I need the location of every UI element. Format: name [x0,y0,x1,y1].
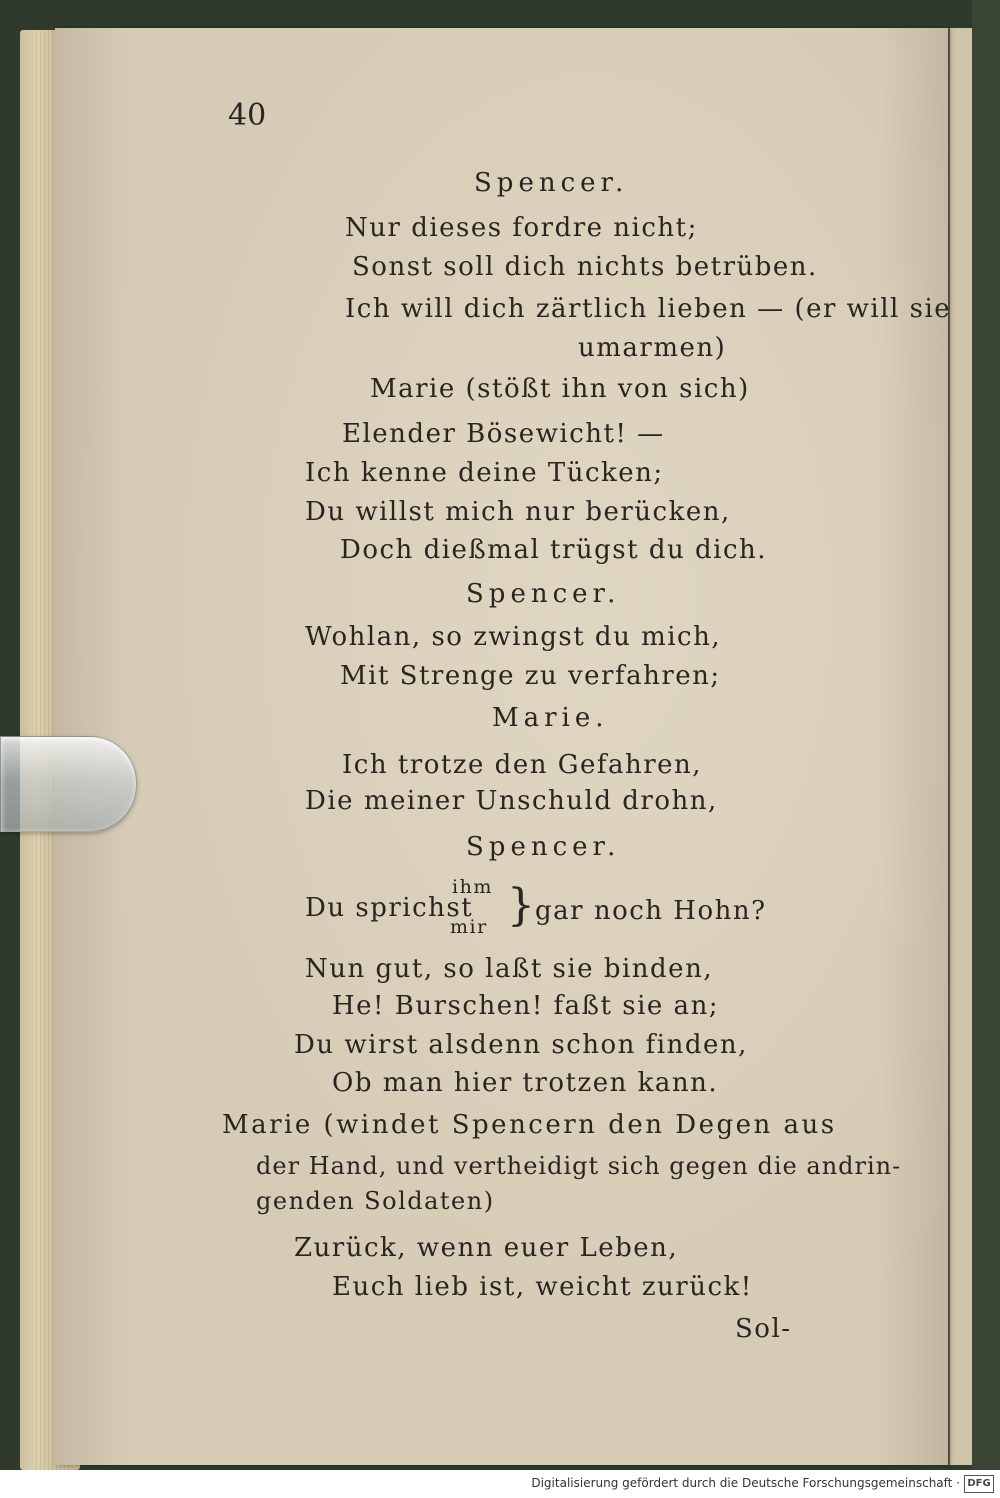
dfg-logo: DFG [964,1475,994,1493]
verse-line: gar noch Hohn? [535,896,767,926]
speaker-heading: Spencer. [474,168,629,198]
verse-line: Du willst mich nur berücken, [305,497,731,527]
page-number: 40 [228,98,267,133]
stage-direction: Marie (stößt ihn von sich) [370,374,750,404]
verse-line: Elender Bösewicht! — [342,419,665,449]
verse-line: Du wirst alsdenn schon finden, [294,1030,748,1060]
funding-notice: Digitalisierung gefördert durch die Deutsche Forschungsgemeinschaft · [531,1476,960,1490]
speaker-heading: Spencer. [466,579,621,609]
glass-page-weight [0,736,137,832]
verse-line: Die meiner Unschuld drohn, [305,786,718,816]
stage-direction: Marie (windet Spencern den Degen aus [222,1110,837,1140]
verse-line: Ob man hier trotzen kann. [332,1068,719,1098]
verse-line: Doch dießmal trügst du dich. [340,535,768,565]
verse-line: Sonst soll dich nichts betrüben. [352,252,818,282]
verse-line: Ich kenne deine Tücken; [305,458,664,488]
verse-line: Du sprichst [305,893,474,923]
verse-line: Wohlan, so zwingst du mich, [305,622,722,652]
verse-line: Ich will dich zärtlich lieben — (er will sie [345,294,952,324]
verse-line: Nun gut, so laßt sie binden, [305,954,714,984]
speaker-heading: Marie. [492,703,609,733]
stage-direction: genden Soldaten) [256,1187,495,1215]
stage-direction: der Hand, und vertheidigt sich gegen die andrin- [256,1152,902,1180]
verse-line: He! Burschen! faßt sie an; [332,991,720,1021]
variant-word-upper: ihm [452,876,493,898]
verse-line: Zurück, wenn euer Leben, [294,1233,679,1263]
verse-line: Ich trotze den Gefahren, [342,750,703,780]
verse-line: Euch lieb ist, weicht zurück! [332,1272,753,1302]
variant-brace: } [507,880,535,931]
catchword: Sol- [735,1314,792,1344]
verse-line: Nur dieses fordre nicht; [345,213,698,243]
variant-word-lower: mir [450,916,488,938]
footer-bar [0,1470,1000,1498]
verse-line: umarmen) [578,333,727,363]
scan-background-right [972,0,1000,1470]
verse-line: Mit Strenge zu verfahren; [340,661,721,691]
speaker-heading: Spencer. [466,832,621,862]
